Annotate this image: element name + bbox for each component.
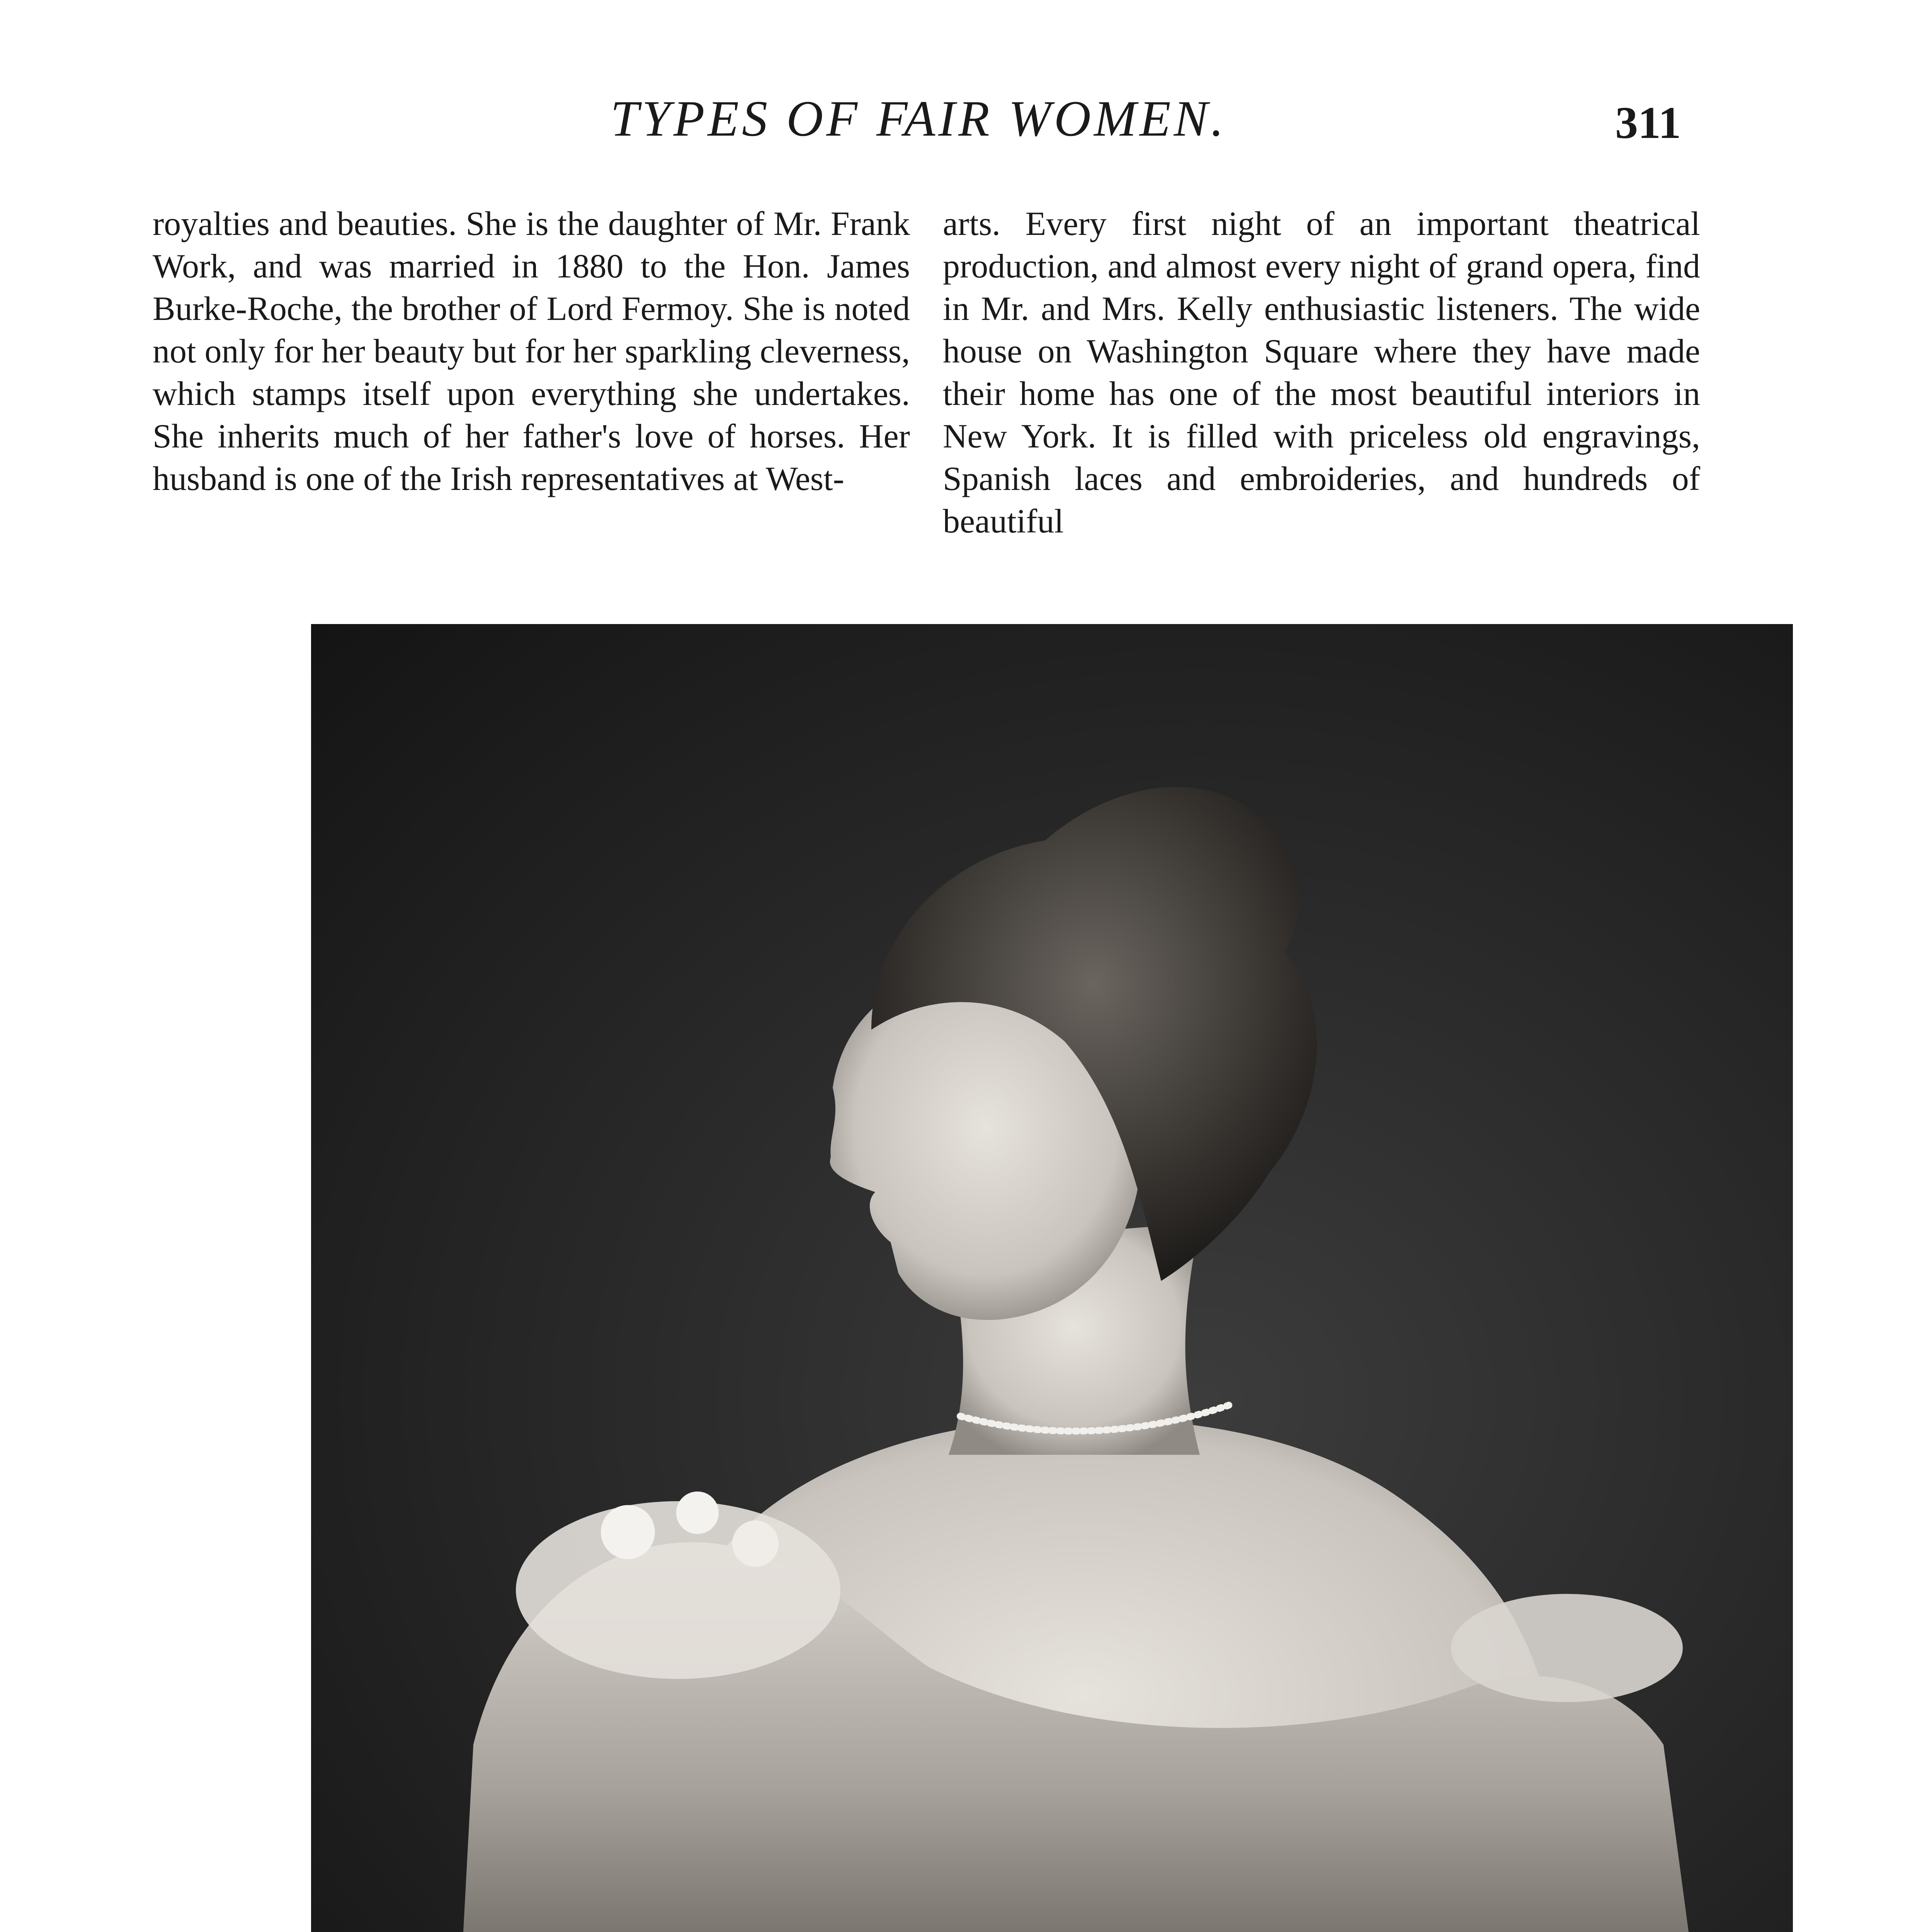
- top-right-column: [943, 203, 1700, 582]
- top-left-column: [153, 203, 910, 582]
- portrait-illustration: [311, 624, 1793, 1932]
- running-head: [0, 89, 1932, 155]
- paragraph: arts. Every first night of an important theatrical production, and almost every night of grand opera, find in Mr. and Mrs. Kelly enthusiastic listeners. The wide house on Washington Square where they have made their home has one of the most beautiful interiors in New York. It is filled with priceless old engravings, Spanish laces and embroideries, and hundreds of beautiful: [943, 205, 1700, 540]
- paragraph: royalties and beauties. She is the daughter of Mr. Frank Work, and was married in 1880 to the Hon. James Burke-Roche, the brother of Lord Fermoy. She is noted not only for her beauty but for her sparkling cleverness, which stamps itself upon everything she undertakes. She inherits much of her father's love of horses. Her husband is one of the Irish representatives at West-: [153, 205, 910, 498]
- portrait-photograph: [311, 624, 1793, 1932]
- page-number: 311: [1615, 97, 1681, 148]
- running-title: TYPES OF FAIR WOMEN.: [611, 90, 1227, 147]
